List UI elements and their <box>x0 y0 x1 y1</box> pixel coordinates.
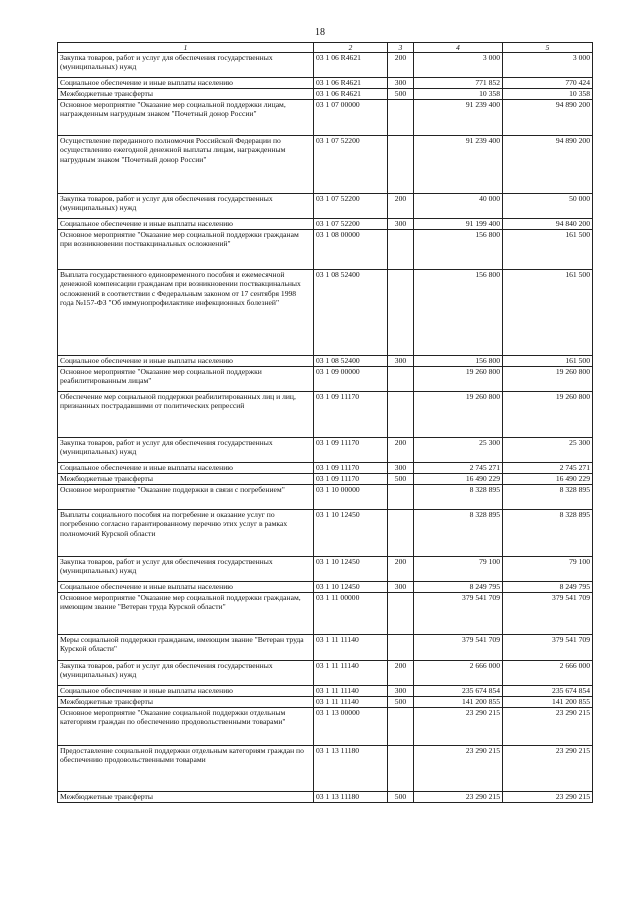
row-value-col5: 8 328 895 <box>503 485 593 510</box>
row-code: 03 1 11 11140 <box>314 697 388 708</box>
table-row <box>58 230 593 270</box>
row-value-col5: 8 249 795 <box>503 582 593 593</box>
table-row <box>58 582 593 593</box>
row-name: Основное мероприятие "Оказание социальной поддержки отдельным категориям граждан по обеспечению продовольственными товарами" <box>58 708 314 746</box>
table-row <box>58 474 593 485</box>
row-code: 03 1 06 R4621 <box>314 53 388 78</box>
row-code: 03 1 10 12450 <box>314 510 388 557</box>
row-value-col5: 94 890 200 <box>503 100 593 136</box>
row-vr: 200 <box>388 53 414 78</box>
row-name: Социальное обеспечение и иные выплаты населению <box>58 219 314 230</box>
row-value-col4: 91 239 400 <box>414 100 503 136</box>
row-code: 03 1 08 52400 <box>314 270 388 356</box>
row-value-col5: 8 328 895 <box>503 510 593 557</box>
row-code: 03 1 07 52200 <box>314 219 388 230</box>
table-row <box>58 661 593 686</box>
row-code: 03 1 13 00000 <box>314 708 388 746</box>
row-value-col5: 161 500 <box>503 356 593 367</box>
row-code: 03 1 13 11180 <box>314 746 388 792</box>
table-row <box>58 697 593 708</box>
row-value-col4: 23 290 215 <box>414 708 503 746</box>
row-vr: 200 <box>388 194 414 219</box>
row-name: Межбюджетные трансферты <box>58 474 314 485</box>
table-row <box>58 356 593 367</box>
row-value-col5: 19 260 800 <box>503 367 593 392</box>
header-col-1: 1 <box>58 43 314 53</box>
row-value-col5: 94 840 200 <box>503 219 593 230</box>
row-value-col4: 79 100 <box>414 557 503 582</box>
row-value-col4: 156 800 <box>414 356 503 367</box>
row-name: Межбюджетные трансферты <box>58 792 314 803</box>
row-name: Межбюджетные трансферты <box>58 697 314 708</box>
table-row <box>58 635 593 661</box>
row-code: 03 1 10 00000 <box>314 485 388 510</box>
table-row <box>58 392 593 438</box>
row-value-col4: 3 000 <box>414 53 503 78</box>
row-value-col5: 379 541 709 <box>503 593 593 635</box>
row-name: Основное мероприятие "Оказание мер социальной поддержки гражданам при возникновении поствакцинальных осложнений" <box>58 230 314 270</box>
row-value-col5: 379 541 709 <box>503 635 593 661</box>
row-value-col5: 19 260 800 <box>503 392 593 438</box>
header-col-2: 2 <box>314 43 388 53</box>
row-vr <box>388 485 414 510</box>
row-name: Меры социальной поддержки гражданам, имеющим звание "Ветеран труда Курской области" <box>58 635 314 661</box>
table-row <box>58 485 593 510</box>
row-code: 03 1 09 11170 <box>314 392 388 438</box>
row-name: Социальное обеспечение и иные выплаты населению <box>58 582 314 593</box>
row-value-col4: 16 490 229 <box>414 474 503 485</box>
row-value-col4: 2 745 271 <box>414 463 503 474</box>
table-row <box>58 792 593 803</box>
row-vr: 500 <box>388 474 414 485</box>
table-row <box>58 686 593 697</box>
row-vr: 300 <box>388 78 414 89</box>
row-vr <box>388 635 414 661</box>
header-col-4: 4 <box>414 43 503 53</box>
row-vr <box>388 270 414 356</box>
row-vr: 500 <box>388 89 414 100</box>
table-row <box>58 78 593 89</box>
row-value-col4: 235 674 854 <box>414 686 503 697</box>
row-value-col5: 23 290 215 <box>503 708 593 746</box>
header-col-5: 5 <box>503 43 593 53</box>
row-name: Обеспечение мер социальной поддержки реабилитированных лиц и лиц, признанных пострадавшими от политических репрессий <box>58 392 314 438</box>
table-row <box>58 510 593 557</box>
row-value-col4: 156 800 <box>414 230 503 270</box>
row-value-col5: 2 745 271 <box>503 463 593 474</box>
row-value-col5: 2 666 000 <box>503 661 593 686</box>
row-vr: 300 <box>388 582 414 593</box>
table-row <box>58 219 593 230</box>
row-name: Основное мероприятие "Оказание поддержки в связи с погребением" <box>58 485 314 510</box>
table-row <box>58 746 593 792</box>
row-vr <box>388 230 414 270</box>
row-value-col5: 161 500 <box>503 270 593 356</box>
table-row <box>58 136 593 194</box>
table-row <box>58 89 593 100</box>
row-name: Основное мероприятие "Оказание мер социальной поддержки реабилитированным лицам" <box>58 367 314 392</box>
row-code: 03 1 10 12450 <box>314 582 388 593</box>
row-value-col5: 50 000 <box>503 194 593 219</box>
row-name: Предоставление социальной поддержки отдельным категориям граждан по обеспечению продовольственными товарами <box>58 746 314 792</box>
row-value-col5: 16 490 229 <box>503 474 593 485</box>
row-code: 03 1 06 R4621 <box>314 89 388 100</box>
row-name: Закупка товаров, работ и услуг для обеспечения государственных (муниципальных) нужд <box>58 661 314 686</box>
row-value-col4: 379 541 709 <box>414 593 503 635</box>
row-name: Социальное обеспечение и иные выплаты населению <box>58 686 314 697</box>
row-value-col5: 770 424 <box>503 78 593 89</box>
row-code: 03 1 11 11140 <box>314 661 388 686</box>
row-value-col4: 40 000 <box>414 194 503 219</box>
header-row <box>58 43 593 53</box>
table-row <box>58 463 593 474</box>
table-row <box>58 53 593 78</box>
row-value-col4: 8 249 795 <box>414 582 503 593</box>
row-code: 03 1 08 52400 <box>314 356 388 367</box>
row-vr: 200 <box>388 661 414 686</box>
row-value-col4: 8 328 895 <box>414 510 503 557</box>
row-code: 03 1 08 00000 <box>314 230 388 270</box>
row-value-col4: 141 200 855 <box>414 697 503 708</box>
table-row <box>58 270 593 356</box>
row-value-col4: 19 260 800 <box>414 367 503 392</box>
row-value-col5: 3 000 <box>503 53 593 78</box>
row-name: Основное мероприятие "Оказание мер социальной поддержки гражданам, имеющим звание "Ветеран труда Курской области" <box>58 593 314 635</box>
page-number: 18 <box>315 27 325 38</box>
row-name: Закупка товаров, работ и услуг для обеспечения государственных (муниципальных) нужд <box>58 438 314 463</box>
row-value-col4: 23 290 215 <box>414 746 503 792</box>
row-value-col4: 91 239 400 <box>414 136 503 194</box>
row-value-col4: 2 666 000 <box>414 661 503 686</box>
row-vr: 200 <box>388 557 414 582</box>
table-row <box>58 438 593 463</box>
row-value-col4: 10 358 <box>414 89 503 100</box>
row-vr: 300 <box>388 686 414 697</box>
row-value-col4: 91 199 400 <box>414 219 503 230</box>
row-vr <box>388 136 414 194</box>
row-value-col5: 23 290 215 <box>503 792 593 803</box>
row-vr: 300 <box>388 356 414 367</box>
row-value-col4: 19 260 800 <box>414 392 503 438</box>
row-value-col4: 156 800 <box>414 270 503 356</box>
row-name: Закупка товаров, работ и услуг для обеспечения государственных (муниципальных) нужд <box>58 53 314 78</box>
row-vr <box>388 367 414 392</box>
row-value-col5: 10 358 <box>503 89 593 100</box>
row-value-col5: 79 100 <box>503 557 593 582</box>
row-code: 03 1 13 11180 <box>314 792 388 803</box>
row-vr: 500 <box>388 792 414 803</box>
row-value-col5: 94 890 200 <box>503 136 593 194</box>
row-value-col4: 771 852 <box>414 78 503 89</box>
row-vr <box>388 510 414 557</box>
table-row <box>58 367 593 392</box>
row-name: Социальное обеспечение и иные выплаты населению <box>58 356 314 367</box>
row-vr: 300 <box>388 463 414 474</box>
row-name: Закупка товаров, работ и услуг для обеспечения государственных (муниципальных) нужд <box>58 557 314 582</box>
row-vr: 200 <box>388 438 414 463</box>
row-value-col4: 23 290 215 <box>414 792 503 803</box>
table-row <box>58 100 593 136</box>
budget-table <box>57 42 593 803</box>
row-vr <box>388 593 414 635</box>
row-value-col5: 25 300 <box>503 438 593 463</box>
row-vr: 300 <box>388 219 414 230</box>
row-code: 03 1 11 11140 <box>314 686 388 697</box>
row-name: Межбюджетные трансферты <box>58 89 314 100</box>
table-body <box>58 53 593 803</box>
row-value-col5: 23 290 215 <box>503 746 593 792</box>
row-code: 03 1 07 52200 <box>314 136 388 194</box>
row-value-col4: 379 541 709 <box>414 635 503 661</box>
row-name: Выплата государственного единовременного пособия и ежемесячной денежной компенсации гражданам при возникновении поствакцинальных осложнений в соответствии с Федеральным законом от 17 сентября 1998 года №157-ФЗ "Об иммунопрофилактике инфекционных болезней" <box>58 270 314 356</box>
row-code: 03 1 10 12450 <box>314 557 388 582</box>
row-code: 03 1 09 11170 <box>314 463 388 474</box>
row-vr: 500 <box>388 697 414 708</box>
row-code: 03 1 07 52200 <box>314 194 388 219</box>
row-vr <box>388 392 414 438</box>
row-name: Социальное обеспечение и иные выплаты населению <box>58 78 314 89</box>
row-name: Выплаты социального пособия на погребение и оказание услуг по погребению согласно гарантированному перечню этих услуг в рамках полномочий Курской области <box>58 510 314 557</box>
row-value-col4: 8 328 895 <box>414 485 503 510</box>
table-row <box>58 194 593 219</box>
row-value-col5: 235 674 854 <box>503 686 593 697</box>
row-vr <box>388 746 414 792</box>
row-code: 03 1 07 00000 <box>314 100 388 136</box>
row-code: 03 1 09 00000 <box>314 367 388 392</box>
row-value-col5: 161 500 <box>503 230 593 270</box>
row-code: 03 1 06 R4621 <box>314 78 388 89</box>
row-vr <box>388 708 414 746</box>
row-name: Закупка товаров, работ и услуг для обеспечения государственных (муниципальных) нужд <box>58 194 314 219</box>
row-name: Социальное обеспечение и иные выплаты населению <box>58 463 314 474</box>
row-value-col5: 141 200 855 <box>503 697 593 708</box>
row-value-col4: 25 300 <box>414 438 503 463</box>
table-row <box>58 708 593 746</box>
row-name: Осуществление переданного полномочия Российской Федерации по осуществлению ежегодной денежной выплаты лицам, награжденным нагрудным знаком "Почетный донор России" <box>58 136 314 194</box>
table-row <box>58 593 593 635</box>
header-col-3: 3 <box>388 43 414 53</box>
row-code: 03 1 09 11170 <box>314 474 388 485</box>
row-vr <box>388 100 414 136</box>
row-code: 03 1 11 11140 <box>314 635 388 661</box>
row-name: Основное мероприятие "Оказание мер социальной поддержки лицам, награжденным нагрудным знаком "Почетный донор России" <box>58 100 314 136</box>
row-code: 03 1 09 11170 <box>314 438 388 463</box>
table-row <box>58 557 593 582</box>
row-code: 03 1 11 00000 <box>314 593 388 635</box>
